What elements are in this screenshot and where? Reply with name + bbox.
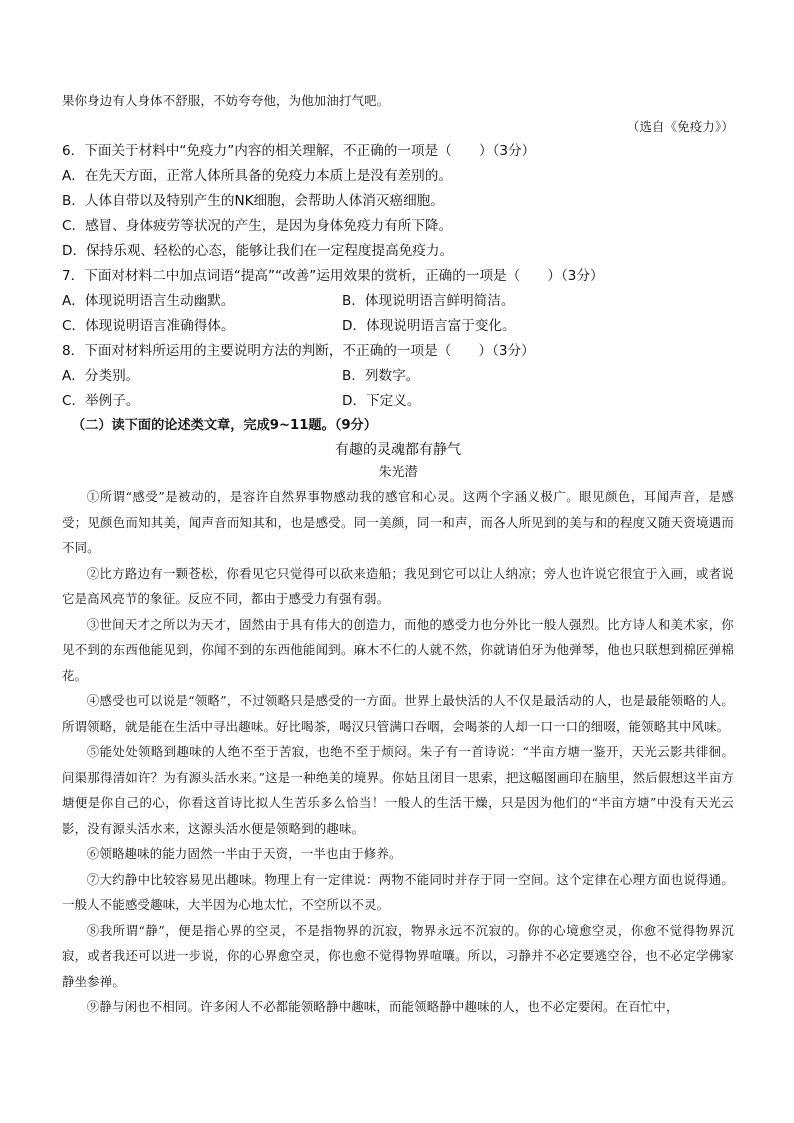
option-c: C．举例子。 <box>62 393 140 409</box>
option-c: C．感冒、身体疲劳等状况的产生，是因为身体免疫力有所下降。 <box>62 218 453 234</box>
article-author: 朱光潜 <box>378 465 418 480</box>
paragraph-5: ⑤能处处领略到趣味的人绝不至于苦寂，也绝不至于烦闷。朱子有一首诗说：“半亩方塘一鉴开，天光云影共徘徊。问渠那得清如许？为有源头活水来。”这是一种绝美的境界。你姑且闭目一思索，把这幅图画印在脑里，然后假想这半亩方塘便是你自己的心，你看这首诗比拟人生苦乐多么恰当！一般人的生活干燥，只是因为他们的“半亩方塘”中没有天光云影，没有源头活水来，这源头活水便是领略到的趣味。 <box>62 744 734 836</box>
option-d: D．下定义。 <box>342 393 421 409</box>
exam-page <box>62 88 734 1020</box>
option-a: A．在先天方面，正常人体所具备的免疫力本质上是没有差别的。 <box>62 168 452 184</box>
section-heading: （二）读下面的论述类文章，完成9~11题。（9分） <box>72 418 377 433</box>
intro-line: 果你身边有人身体不舒服，不妨夸夸他，为他加油打气吧。 <box>62 93 390 108</box>
article-body <box>62 484 734 1020</box>
paragraph-2: ②比方路边有一颗苍松，你看见它只觉得可以砍来造船；我见到它可以让人纳凉；旁人也许说它很宜于入画，或者说它是高风亮节的象征。反应不同，都由于感受力有强有弱。 <box>62 565 734 606</box>
question-stem: 8．下面对材料所运用的主要说明方法的判断，不正确的一项是（ ）（3分） <box>62 343 535 359</box>
question-8 <box>62 339 734 414</box>
article-title: 有趣的灵魂都有静气 <box>335 442 461 458</box>
option-d: D．保持乐观、轻松的心态，能够让我们在一定程度提高免疫力。 <box>62 243 454 259</box>
option-b: B．人体自带以及特别产生的NK细胞，会帮助人体消灭癌细胞。 <box>62 193 444 209</box>
source-citation: （选自《免疫力》） <box>626 119 734 134</box>
paragraph-8: ⑧我所谓“静”，便是指心界的空灵，不是指物界的沉寂，物界永远不沉寂的。你的心境愈空灵，你愈不觉得物界沉寂，或者我还可以进一步说，你的心界愈空灵，你也愈不觉得物界喧嚷。所以，习静并不必定要逃空谷，也不必定学佛家静坐参禅。 <box>62 922 734 989</box>
option-b: B．列数字。 <box>342 368 420 384</box>
paragraph-1: ①所谓“感受”是被动的，是容许自然界事物感动我的感官和心灵。这两个字涵义极广。眼见颜色，耳闻声音，是感受；见颜色而知其美，闻声音而知其和，也是感受。同一美颜，同一和声，而各人所见到的美与和的程度又随天资境遇而不同。 <box>62 489 734 555</box>
option-a: A．分类别。 <box>62 368 140 384</box>
question-7 <box>62 264 734 339</box>
paragraph-3: ③世间天才之所以为天才，固然由于具有伟大的创造力，而他的感受力也分外比一般人强烈。比方诗人和美术家，你见不到的东西他能见到，你闻不到的东西他能闻到。麻木不仁的人就不然，你就请伯牙为他弹琴，他也只联想到棉匠弹棉花。 <box>62 616 734 683</box>
option-c: C．体现说明语言准确得体。 <box>62 318 235 334</box>
paragraph-4: ④感受也可以说是“领略”，不过领略只是感受的一方面。世界上最快活的人不仅是最活动的人，也是最能领略的人。所谓领略，就是能在生活中寻出趣味。好比喝茶，喝汉只管满口吞咽，会喝茶的人却一口一口的细啜，能领略其中风味。 <box>62 693 734 734</box>
question-stem: 7．下面对材料二中加点词语“提高”“改善”运用效果的赏析，正确的一项是（ ）（3分） <box>62 268 604 284</box>
paragraph-6: ⑥领略趣味的能力固然一半由于天资，一半也由于修养。 <box>86 846 402 861</box>
question-stem: 6．下面关于材料中“免疫力”内容的相关理解，不正确的一项是（ ）（3分） <box>62 143 536 159</box>
option-b: B．体现说明语言鲜明简洁。 <box>342 293 515 309</box>
option-d: D．体现说明语言富于变化。 <box>342 318 516 334</box>
question-6 <box>62 139 734 264</box>
paragraph-7: ⑦大约静中比较容易见出趣味。物理上有一定律说：两物不能同时并存于同一空间。这个定律在心理方面也说得通。一般人不能感受趣味，大半因为心地太忙，不空所以不灵。 <box>62 871 734 912</box>
paragraph-9: ⑨静与闲也不相同。许多闲人不必都能领略静中趣味，而能领略静中趣味的人，也不必定要闲。在百忙中， <box>86 999 679 1014</box>
option-a: A．体现说明语言生动幽默。 <box>62 293 235 309</box>
